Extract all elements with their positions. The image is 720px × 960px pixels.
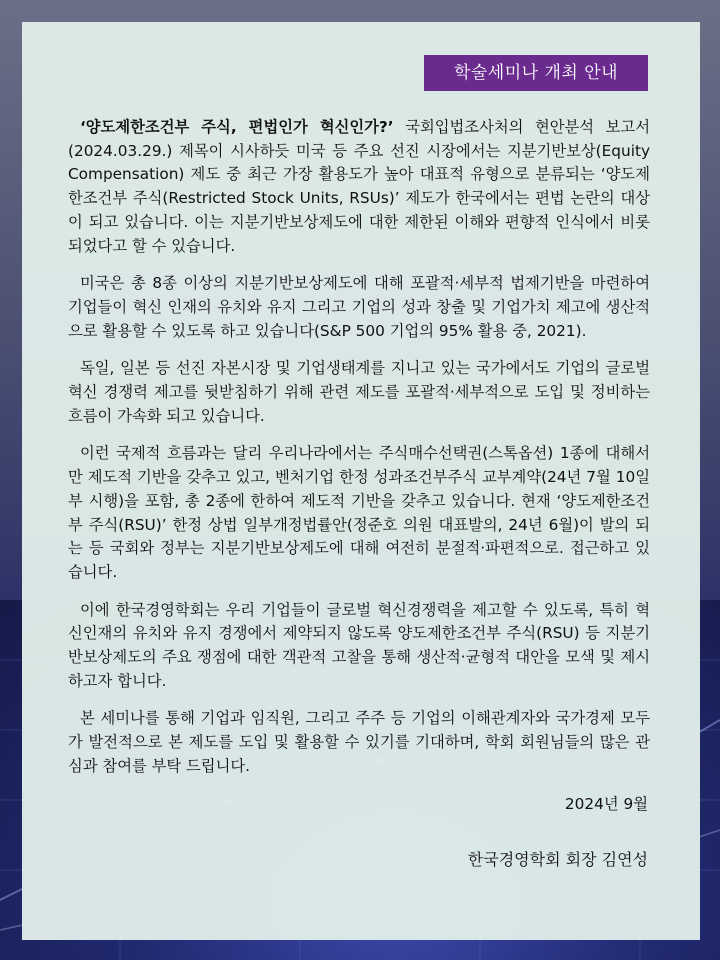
notice-date: 2024년 9월	[564, 795, 648, 813]
title-badge: 학술세미나 개최 안내	[424, 55, 648, 91]
paragraph-4	[68, 442, 650, 584]
paragraph-6	[68, 707, 650, 778]
paragraph-4-text: 이런 국제적 흐름과는 달리 우리나라에서는 주식매수선택권(스톡옵션) 1종에 대해서만 제도적 기반을 갖추고 있고, 벤처기업 한정 성과조건부주식 교부계약(24년 7월 10일 부 시행)을 포함, 총 2종에 한하여 제도적 기반을 갖추고 있습니다. 현재 ‘양도제한조건부 주식(RSU)’ 한정 상법 일부개정법률안(정준호 의원 대표발의, 24년 6월)이 발의 되는 등 국회와 정부는 지분기반보상제도에 대해 여전히 분절적·파편적으로. 접근하고 있습니다.	[68, 444, 650, 581]
paragraph-5	[68, 599, 650, 694]
paragraph-1-text: 국회입법조사처의 현안분석 보고서 (2024.03.29.) 제목이 시사하듯 미국 등 주요 선진 시장에서는 지분기반보상(Equity Compensation) 제도 중 최근 가장 활용도가 높아 대표적 유형으로 분류되는 ‘양도제한조건부 주식(Restricted Stock Units, RSUs)’ 제도가 한국에서는 편법 논란의 대상이 되고 있습니다. 이는 지분기반보상제도에 대한 제한된 이해와 편향적 인식에서 비롯되었다고 할 수 있습니다.	[68, 118, 650, 255]
paragraph-3	[68, 357, 650, 428]
paragraph-5-text: 이에 한국경영학회는 우리 기업들이 글로벌 혁신경쟁력을 제고할 수 있도록, 특히 혁신인재의 유치와 유지 경쟁에서 제약되지 않도록 양도제한조건부 주식(RSU) 등 지분기반보상제도의 주요 쟁점에 대한 객관적 고찰을 통해 생산적·균형적 대안을 모색 및 제시하고자 합니다.	[68, 600, 650, 690]
notice-body	[68, 116, 650, 793]
paragraph-6-text: 본 세미나를 통해 기업과 임직원, 그리고 주주 등 기업의 이해관계자와 국가경제 모두가 발전적으로 본 제도를 도입 및 활용할 수 있기를 기대하며, 학회 회원님들의 많은 관심과 참여를 부탁 드립니다.	[68, 709, 650, 775]
paragraph-3-text: 독일, 일본 등 선진 자본시장 및 기업생태계를 지니고 있는 국가에서도 기업의 글로벌 혁신 경쟁력 제고를 뒷받침하기 위해 관련 제도를 포괄적·세부적으로 도입 및 정비하는 흐름이 가속화 되고 있습니다.	[68, 359, 650, 425]
paragraph-2	[68, 272, 650, 343]
paragraph-1-title: ‘양도제한조건부 주식, 편법인가 혁신인가?’	[80, 118, 394, 136]
paragraph-2-text: 미국은 총 8종 이상의 지분기반보상제도에 대해 포괄적·세부적 법제기반을 마련하여 기업들이 혁신 인재의 유치와 유지 그리고 기업의 성과 창출 및 기업가치 제고에 생산적으로 활용할 수 있도록 하고 있습니다(S&P 500 기업의 95% 활용 중, 2021).	[68, 274, 650, 340]
notice-signature: 한국경영학회 회장 김연성	[467, 850, 648, 869]
paragraph-1	[68, 116, 650, 258]
